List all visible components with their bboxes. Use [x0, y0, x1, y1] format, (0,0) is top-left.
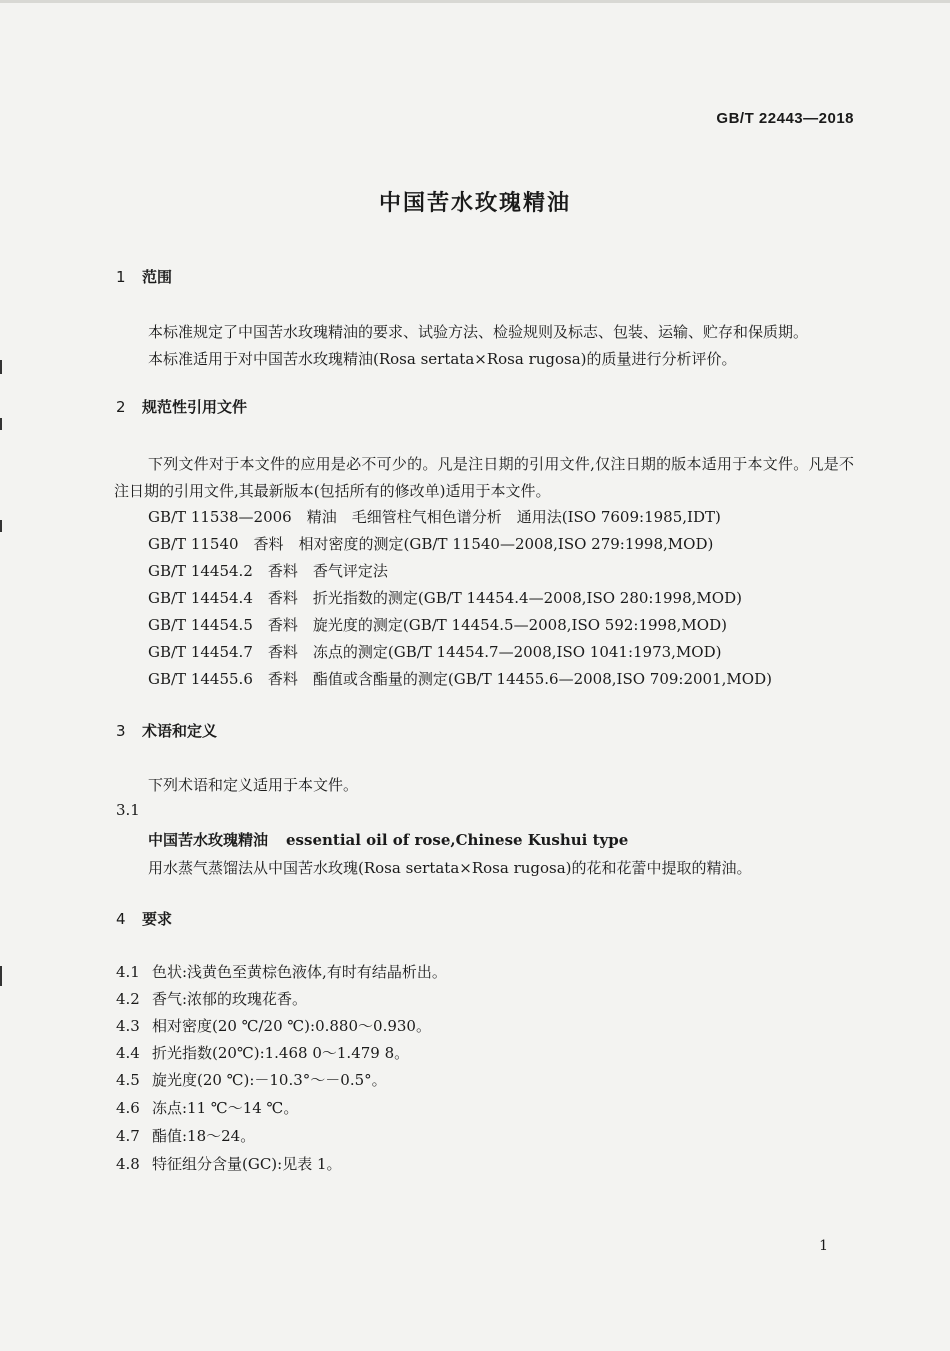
- reference-item: GB/T 14454.5 香料 旋光度的测定(GB/T 14454.5—2008,ISO 592:1998,MOD): [148, 616, 727, 634]
- reference-item: GB/T 14455.6 香料 酯值或含酯量的测定(GB/T 14455.6—2008,ISO 709:2001,MOD): [148, 670, 772, 688]
- requirement-text: 折光指数(20℃):1.468 0～1.479 8。: [152, 1044, 410, 1062]
- term-definition: 用水蒸气蒸馏法从中国苦水玫瑰(Rosa sertata×Rosa rugosa)的花和花蕾中提取的精油。: [148, 859, 752, 877]
- term-name-en: essential oil of rose,Chinese Kushui type: [286, 831, 629, 849]
- section-4-heading: [116, 908, 172, 929]
- requirement-text: 香气:浓郁的玫瑰花香。: [152, 990, 308, 1008]
- requirement-item: [116, 1125, 255, 1146]
- paragraph: 下列文件对于本文件的应用是必不可少的。凡是注日期的引用文件,仅注日期的版本适用于本文件。凡是不注日期的引用文件,其最新版本(包括所有的修改单)适用于本文件。: [114, 455, 854, 500]
- binder-mark: [0, 418, 2, 430]
- requirement-item: [116, 1015, 431, 1036]
- term-name-cn: 中国苦水玫瑰精油: [148, 831, 269, 849]
- section-number: 1: [116, 268, 126, 286]
- reference-item: GB/T 14454.2 香料 香气评定法: [148, 562, 388, 580]
- binder-mark: [0, 966, 2, 986]
- term-heading: [148, 829, 628, 850]
- section-number: 3: [116, 722, 126, 740]
- requirement-number: 4.7: [116, 1127, 140, 1145]
- requirement-number: 4.5: [116, 1071, 140, 1089]
- document-title: 中国苦水玫瑰精油: [378, 191, 571, 216]
- section-2-heading: [116, 396, 247, 417]
- requirement-text: 特征组分含量(GC):见表 1。: [152, 1155, 342, 1173]
- reference-item: GB/T 14454.7 香料 冻点的测定(GB/T 14454.7—2008,ISO 1041:1973,MOD): [148, 643, 722, 661]
- requirement-item: [116, 1069, 387, 1090]
- reference-item: GB/T 11540 香料 相对密度的测定(GB/T 11540—2008,ISO 279:1998,MOD): [148, 535, 714, 553]
- binder-mark: [0, 520, 2, 532]
- requirement-number: 4.6: [116, 1099, 140, 1117]
- reference-item: GB/T 14454.4 香料 折光指数的测定(GB/T 14454.4—2008,ISO 280:1998,MOD): [148, 589, 742, 607]
- requirement-number: 4.2: [116, 990, 140, 1008]
- scan-edge: [0, 0, 950, 3]
- term-number: 3.1: [116, 801, 140, 819]
- requirement-number: 4.1: [116, 963, 140, 981]
- requirement-item: [116, 1097, 298, 1118]
- page-number: 1: [819, 1238, 828, 1254]
- section-title: 范围: [142, 268, 173, 286]
- standard-code: GB/T 22443—2018: [716, 110, 854, 127]
- section-1-heading: [116, 266, 172, 287]
- requirement-text: 色状:浅黄色至黄棕色液体,有时有结晶析出。: [152, 963, 447, 981]
- section-title: 术语和定义: [142, 722, 218, 740]
- requirement-item: [116, 1153, 342, 1174]
- paragraph: 本标准规定了中国苦水玫瑰精油的要求、试验方法、检验规则及标志、包装、运输、贮存和保质期。: [148, 323, 809, 341]
- requirement-number: 4.4: [116, 1044, 140, 1062]
- requirement-text: 冻点:11 ℃～14 ℃。: [152, 1099, 299, 1117]
- requirement-text: 酯值:18～24。: [152, 1127, 256, 1145]
- reference-item: GB/T 11538—2006 精油 毛细管柱气相色谱分析 通用法(ISO 7609:1985,IDT): [148, 508, 721, 526]
- requirement-item: [116, 1042, 409, 1063]
- section-title: 要求: [142, 910, 173, 928]
- requirement-number: 4.8: [116, 1155, 140, 1173]
- requirement-text: 相对密度(20 ℃/20 ℃):0.880～0.930。: [152, 1017, 431, 1035]
- section-title: 规范性引用文件: [142, 398, 248, 416]
- paragraph: 下列术语和定义适用于本文件。: [148, 776, 359, 794]
- paragraph: 本标准适用于对中国苦水玫瑰精油(Rosa sertata×Rosa rugosa)的质量进行分析评价。: [148, 350, 737, 368]
- section-number: 2: [116, 398, 126, 416]
- section-number: 4: [116, 910, 126, 928]
- binder-mark: [0, 360, 2, 374]
- section-3-heading: [116, 720, 217, 741]
- requirement-item: [116, 961, 447, 982]
- requirement-number: 4.3: [116, 1017, 140, 1035]
- requirement-text: 旋光度(20 ℃):－10.3°～－0.5°。: [152, 1071, 387, 1089]
- requirement-item: [116, 988, 307, 1009]
